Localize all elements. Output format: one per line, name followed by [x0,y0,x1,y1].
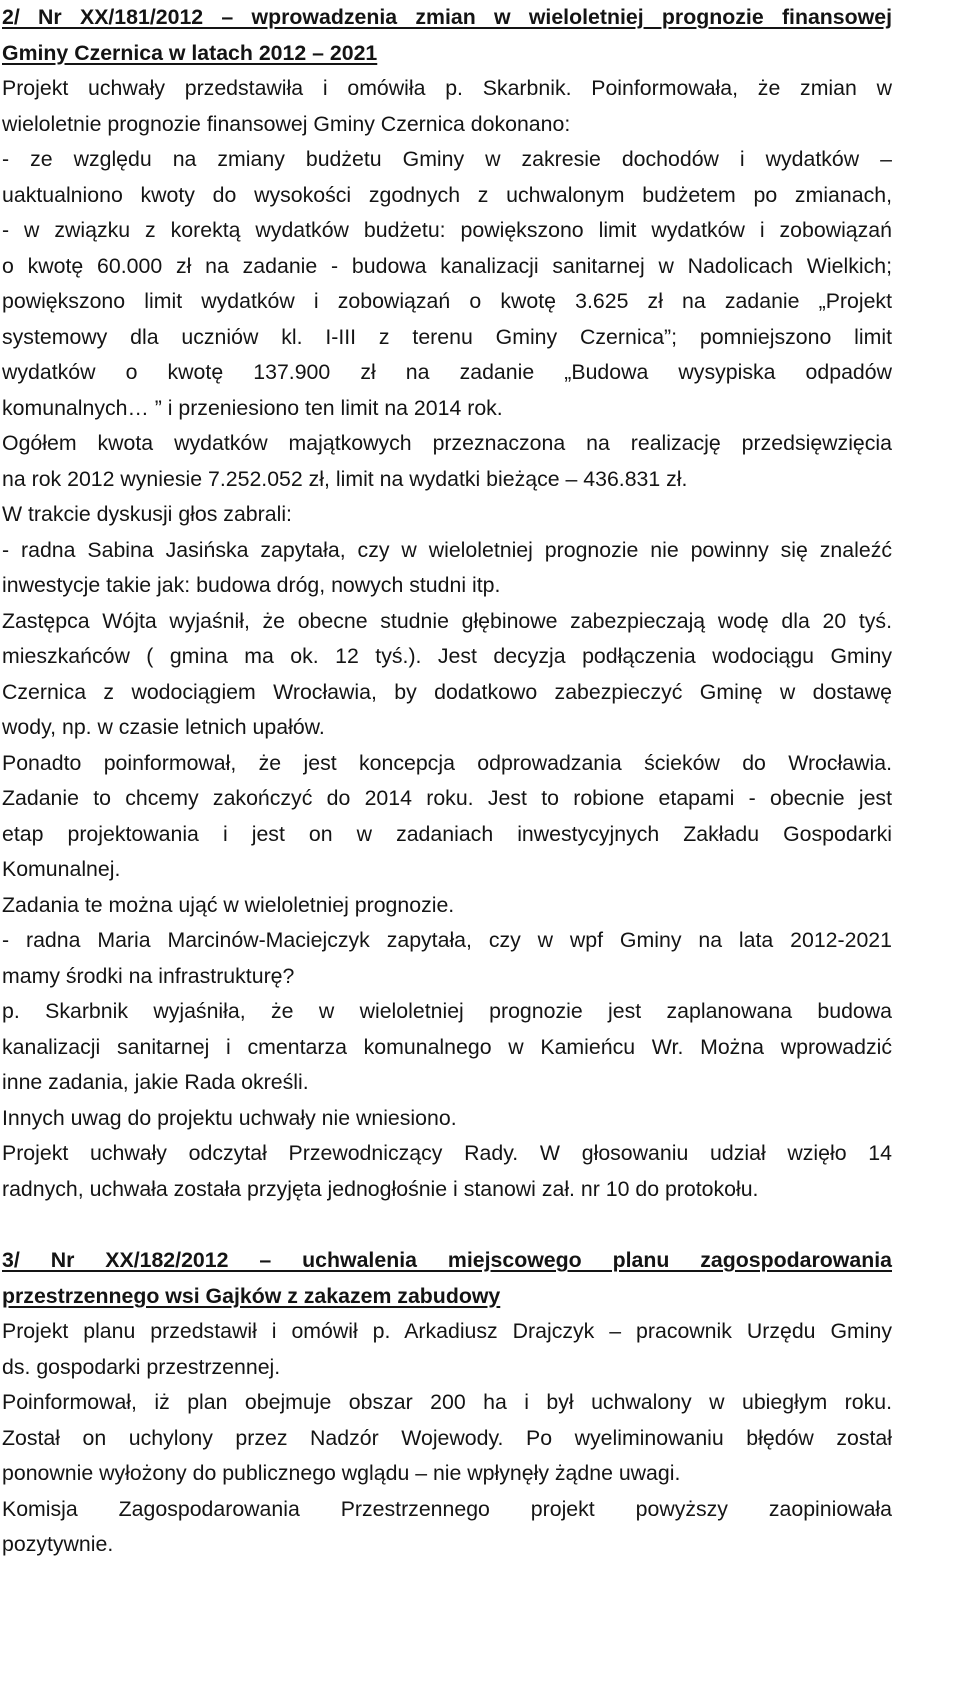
body-line: Komisja Zagospodarowania Przestrzennego projekt powyższy zaopiniowała [2,1496,892,1521]
body-line: systemowy dla uczniów kl. I-III z terenu Gminy Czernica”; pomniejszono limit [2,324,892,349]
body-line: radnych, uchwała została przyjęta jednogłośnie i stanowi zał. nr 10 do protokołu. [2,1176,759,1201]
section-3-heading-line-1: 3/ Nr XX/182/2012 – uchwalenia miejscowego planu zagospodarowania [2,1248,892,1272]
body-line: na rok 2012 wyniesie 7.252.052 zł, limit na wydatki bieżące – 436.831 zł. [2,466,688,491]
body-line: Projekt planu przedstawił i omówił p. Arkadiusz Drajczyk – pracownik Urzędu Gminy [2,1319,892,1343]
body-line: Projekt uchwały przedstawiła i omówiła p. Skarbnik. Poinformowała, że zmian w [2,76,892,100]
body-line: Zadania te można ująć w wieloletniej prognozie. [2,892,455,917]
body-line: inwestycje takie jak: budowa dróg, nowych studni itp. [2,573,501,597]
body-line: Zadanie to chcemy zakończyć do 2014 roku. Jest to robione etapami - obecnie jest [2,786,892,810]
section-2-heading-line-1: 2/ Nr XX/181/2012 – wprowadzenia zmian w wieloletniej prognozie finansowej [2,5,892,29]
body-line: Czernica z wodociągiem Wrocławia, by dodatkowo zabezpieczyć Gminę w dostawę [2,679,892,704]
section-spacer [2,1207,892,1243]
body-line: Projekt uchwały odczytał Przewodniczący Rady. W głosowaniu udział wzięło 14 [2,1141,892,1165]
body-line: Ogółem kwota wydatków majątkowych przeznaczona na realizację przedsięwzięcia [2,431,892,455]
body-line: mamy środki na infrastrukturę? [2,963,295,988]
section-3-heading-line-2: przestrzennego wsi Gajków z zakazem zabudowy [2,1283,501,1308]
section-3 [2,1243,892,1563]
section-2 [2,0,892,1207]
body-line: uaktualniono kwoty do wysokości zgodnych z uchwalonym budżetem po zmianach, [2,182,892,207]
body-line: komunalnych… ” i przeniesiono ten limit na 2014 rok. [2,395,503,420]
body-line: ds. gospodarki przestrzennej. [2,1354,281,1379]
body-line: pozytywnie. [2,1532,114,1556]
section-3-body [2,1314,892,1563]
body-line: p. Skarbnik wyjaśniła, że w wieloletniej prognozie jest zaplanowana budowa [2,999,892,1023]
body-line: - ze względu na zmiany budżetu Gminy w zakresie dochodów i wydatków – [2,147,892,171]
body-line: inne zadania, jakie Rada określi. [2,1070,309,1094]
body-line: powiększono limit wydatków i zobowiązań o kwotę 3.625 zł na zadanie „Projekt [2,289,892,313]
body-line: Został on uchylony przez Nadzór Wojewody. Po wyeliminowaniu błędów został [2,1425,892,1450]
body-line: Poinformował, iż plan obejmuje obszar 200 ha i był uchwalony w ubiegłym roku. [2,1390,892,1414]
body-line: W trakcie dyskusji głos zabrali: [2,502,292,526]
body-line: etap projektowania i jest on w zadaniach inwestycyjnych Zakładu Gospodarki [2,821,892,846]
body-line: - radna Maria Marcinów-Maciejczyk zapytała, czy w wpf Gminy na lata 2012-2021 [2,928,892,952]
body-line: Ponadto poinformował, że jest koncepcja odprowadzania ścieków do Wrocławia. [2,750,892,775]
body-line: Zastępca Wójta wyjaśnił, że obecne studnie głębinowe zabezpieczają wodę dla 20 tyś. [2,608,892,633]
body-line: mieszkańców ( gmina ma ok. 12 tyś.). Jest decyzja podłączenia wodociągu Gminy [2,644,892,668]
section-2-heading-line-2: Gminy Czernica w latach 2012 – 2021 [2,40,378,65]
body-line: - w związku z korektą wydatków budżetu: powiększono limit wydatków i zobowiązań [2,218,892,242]
body-line: kanalizacji sanitarnej i cmentarza komunalnego w Kamieńcu Wr. Można wprowadzić [2,1034,892,1059]
body-line: - radna Sabina Jasińska zapytała, czy w wieloletniej prognozie nie powinny się znaleźć [2,537,892,562]
body-line: wody, np. w czasie letnich upałów. [2,715,325,739]
body-line: ponownie wyłożony do publicznego wglądu – nie wpłynęły żądne uwagi. [2,1461,681,1485]
body-line: wydatków o kwotę 137.900 zł na zadanie „Budowa wysypiska odpadów [2,360,892,384]
body-line: Innych uwag do projektu uchwały nie wniesiono. [2,1105,457,1130]
body-line: wieloletnie prognozie finansowej Gminy Czernica dokonano: [2,111,571,136]
body-line: Komunalnej. [2,857,121,881]
body-line: o kwotę 60.000 zł na zadanie - budowa kanalizacji sanitarnej w Nadolicach Wielkich; [2,253,892,278]
section-2-body [2,71,892,1207]
